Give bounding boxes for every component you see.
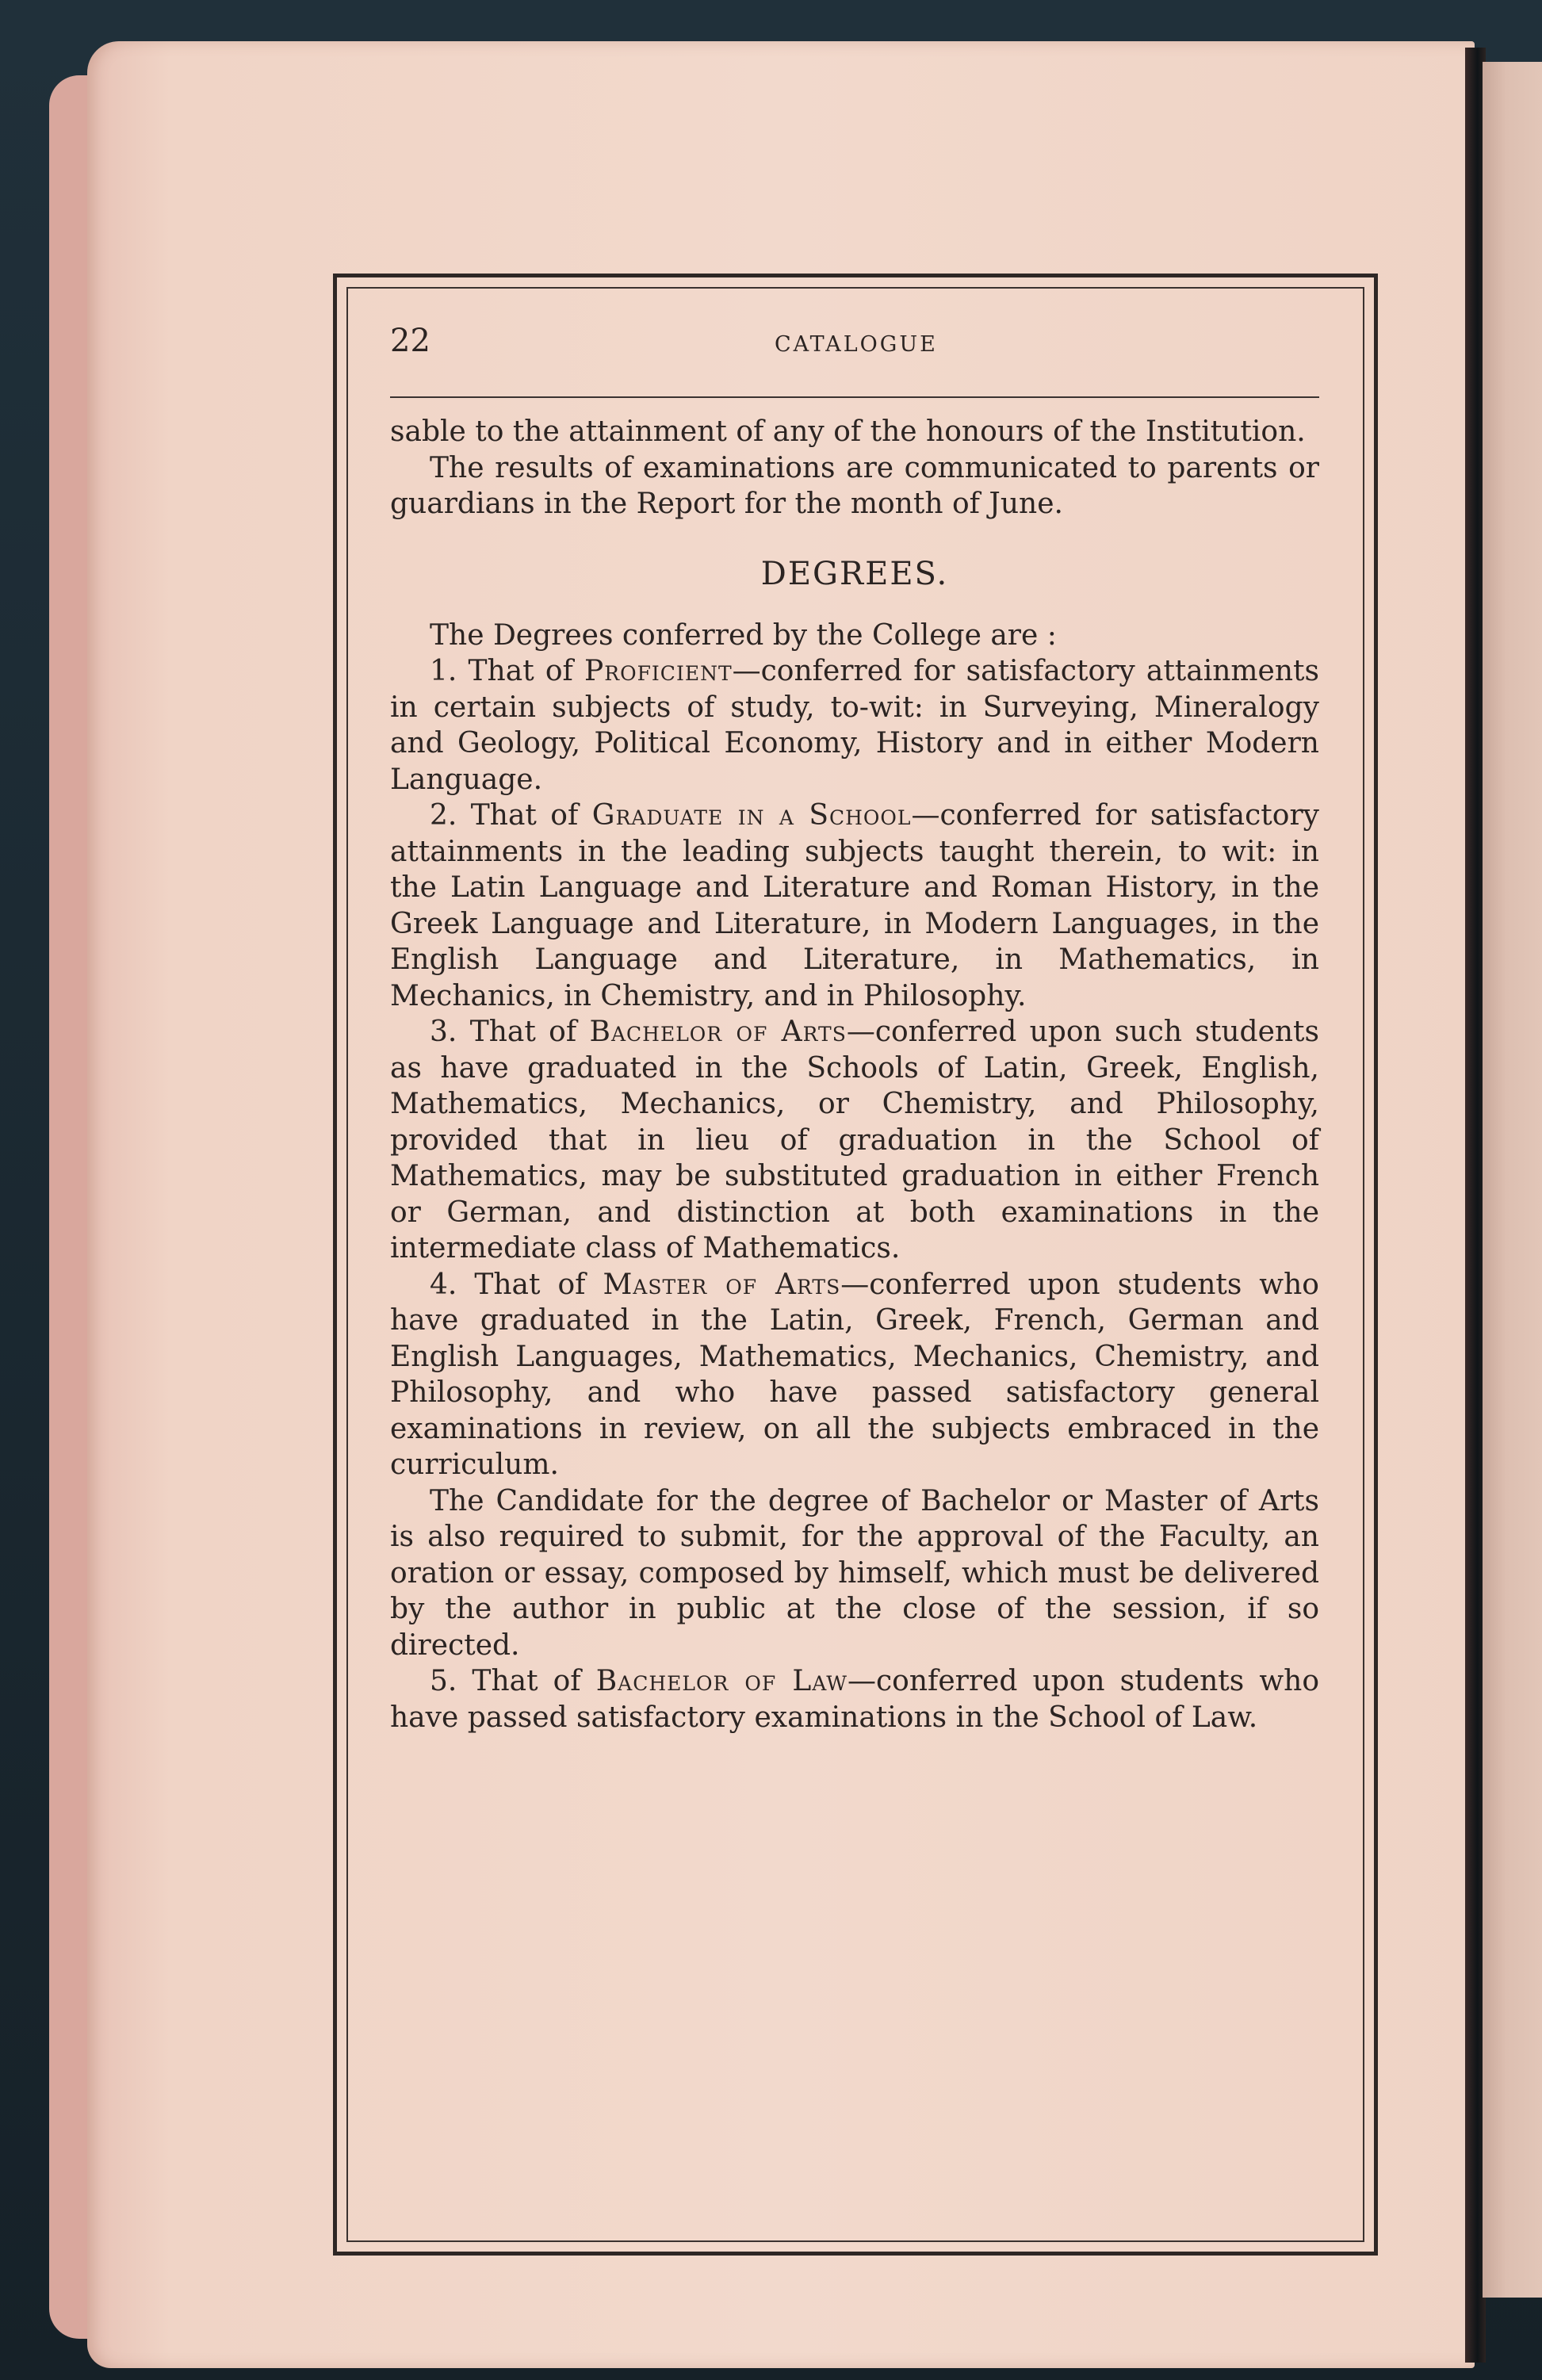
paragraph-intro: The Degrees conferred by the College are :: [430, 618, 1057, 652]
degree-prefix: 3. That of: [430, 1016, 590, 1048]
degree-text: —conferred for satisfactory attainments in certain subjects of study, to-wit: in Surveying, Mineralogy and Geology, Political Economy, History and in either Modern Language.: [390, 655, 1319, 796]
degree-item: [390, 1014, 1319, 1267]
degree-prefix: 5. That of: [430, 1665, 596, 1697]
page-header: [390, 321, 1319, 369]
body-text: [390, 414, 1319, 1735]
degree-prefix: 2. That of: [430, 799, 592, 832]
paragraph-candidate: The Candidate for the degree of Bachelor or Master of Arts is also required to submit, for the approval of the Faculty, an oration or essay, composed by himself, which must be delivered by the author in public at the close of the session, if so directed.: [390, 1484, 1319, 1662]
degree-item: [390, 798, 1319, 1014]
degree-text: —conferred for satisfactory attainments in the leading subjects taught therein, to wit: in the Latin Language and Literature and Roman History, in the Greek Language and Literature, in Modern Languages, in the English Language and Literature, in Mathematics, in Mechanics, in Chemistry, and in Philosophy.: [390, 799, 1319, 1012]
degree-title: Proficient: [584, 655, 733, 687]
degree-prefix: 1. That of: [430, 655, 585, 687]
header-rule: [390, 396, 1319, 398]
degree-title: Bachelor of Law: [595, 1665, 848, 1697]
facing-page-edge: [1483, 62, 1542, 2298]
degree-item: [390, 653, 1319, 798]
degree-item: [390, 1663, 1319, 1735]
degree-text: —conferred upon students who have graduated in the Latin, Greek, French, German and English Languages, Mathematics, Mechanics, Chemistry, and Philosophy, and who have passed satisfactory general examinations in review, on all the subjects embraced in the curriculum.: [390, 1268, 1319, 1481]
degree-prefix: 4. That of: [430, 1268, 603, 1301]
degree-title: Bachelor of Arts: [589, 1016, 847, 1048]
degree-title: Master of Arts: [603, 1268, 841, 1301]
degree-text: —conferred upon students who have passed satisfactory examinations in the School of Law.: [390, 1665, 1320, 1734]
page-number: 22: [390, 323, 430, 359]
degree-title: Graduate in a School: [591, 799, 912, 832]
running-head: CATALOGUE: [775, 332, 938, 357]
degree-text: —conferred upon such students as have graduated in the Schools of Latin, Greek, English, Mathematics, Mechanics, or Chemistry, and Philosophy, provided that in lieu of graduation in the School of Mathematics, may be substituted graduation in either French or German, and distinction at both examinations in the intermediate class of Mathematics.: [390, 1016, 1319, 1265]
paragraph-results: The results of examinations are communicated to parents or guardians in the Report for the month of June.: [390, 451, 1319, 520]
paragraph-continuation: sable to the attainment of any of the honours of the Institution.: [390, 415, 1306, 448]
degree-item: [390, 1267, 1319, 1483]
section-heading: DEGREES.: [760, 555, 949, 592]
